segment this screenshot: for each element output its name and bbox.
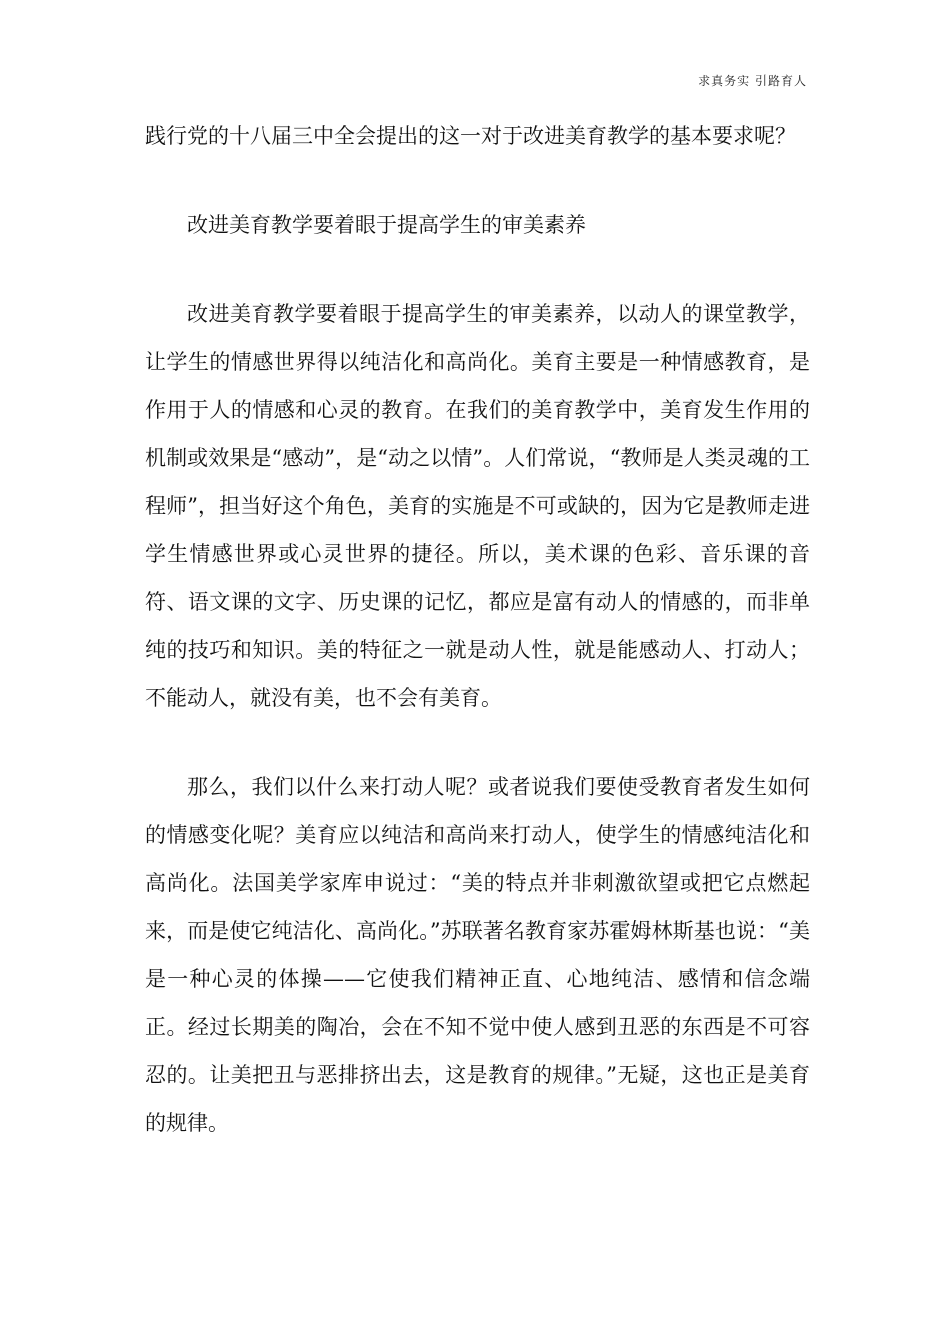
document-body <box>145 112 810 1147</box>
paragraph-purity-nobility: 那么，我们以什么来打动人呢？或者说我们要使受教育者发生如何的情感变化呢？美育应以纯洁和高尚来打动人，使学生的情感纯洁化和高尚化。法国美学家库申说过：“美的特点并非刺激欲望或把它点燃起来，而是使它纯洁化、高尚化。”苏联著名教育家苏霍姆林斯基也说：“美是一种心灵的体操——它使我们精神正直、心地纯洁、感情和信念端正。经过长期美的陶冶，会在不知不觉中使人感到丑恶的东西是不可容忍的。让美把丑与恶排挤出去，这是教育的规律。”无疑，这也正是美育的规律。 <box>145 775 810 1135</box>
section-heading: 改进美育教学要着眼于提高学生的审美素养 <box>187 213 586 237</box>
header-motto: 求真务实 引路育人 <box>698 74 807 88</box>
paragraph-aesthetic-literacy: 改进美育教学要着眼于提高学生的审美素养，以动人的课堂教学，让学生的情感世界得以纯洁化和高尚化。美育主要是一种情感教育，是作用于人的情感和心灵的教育。在我们的美育教学中，美育发生作用的机制或效果是“感动”，是“动之以情”。人们常说，“教师是人类灵魂的工程师”，担当好这个角色，美育的实施是不可或缺的，因为它是教师走进学生情感世界或心灵世界的捷径。所以，美术课的色彩、音乐课的音符、语文课的文字、历史课的记忆，都应是富有动人的情感的，而非单纯的技巧和知识。美的特征之一就是动人性，就是能感动人、打动人；不能动人，就没有美，也不会有美育。 <box>145 302 810 710</box>
paragraph-gap <box>145 160 810 201</box>
paragraph-gap <box>145 249 810 290</box>
paragraph-gap <box>145 722 810 763</box>
paragraph-continuation: 践行党的十八届三中全会提出的这一对于改进美育教学的基本要求呢？ <box>145 124 796 148</box>
